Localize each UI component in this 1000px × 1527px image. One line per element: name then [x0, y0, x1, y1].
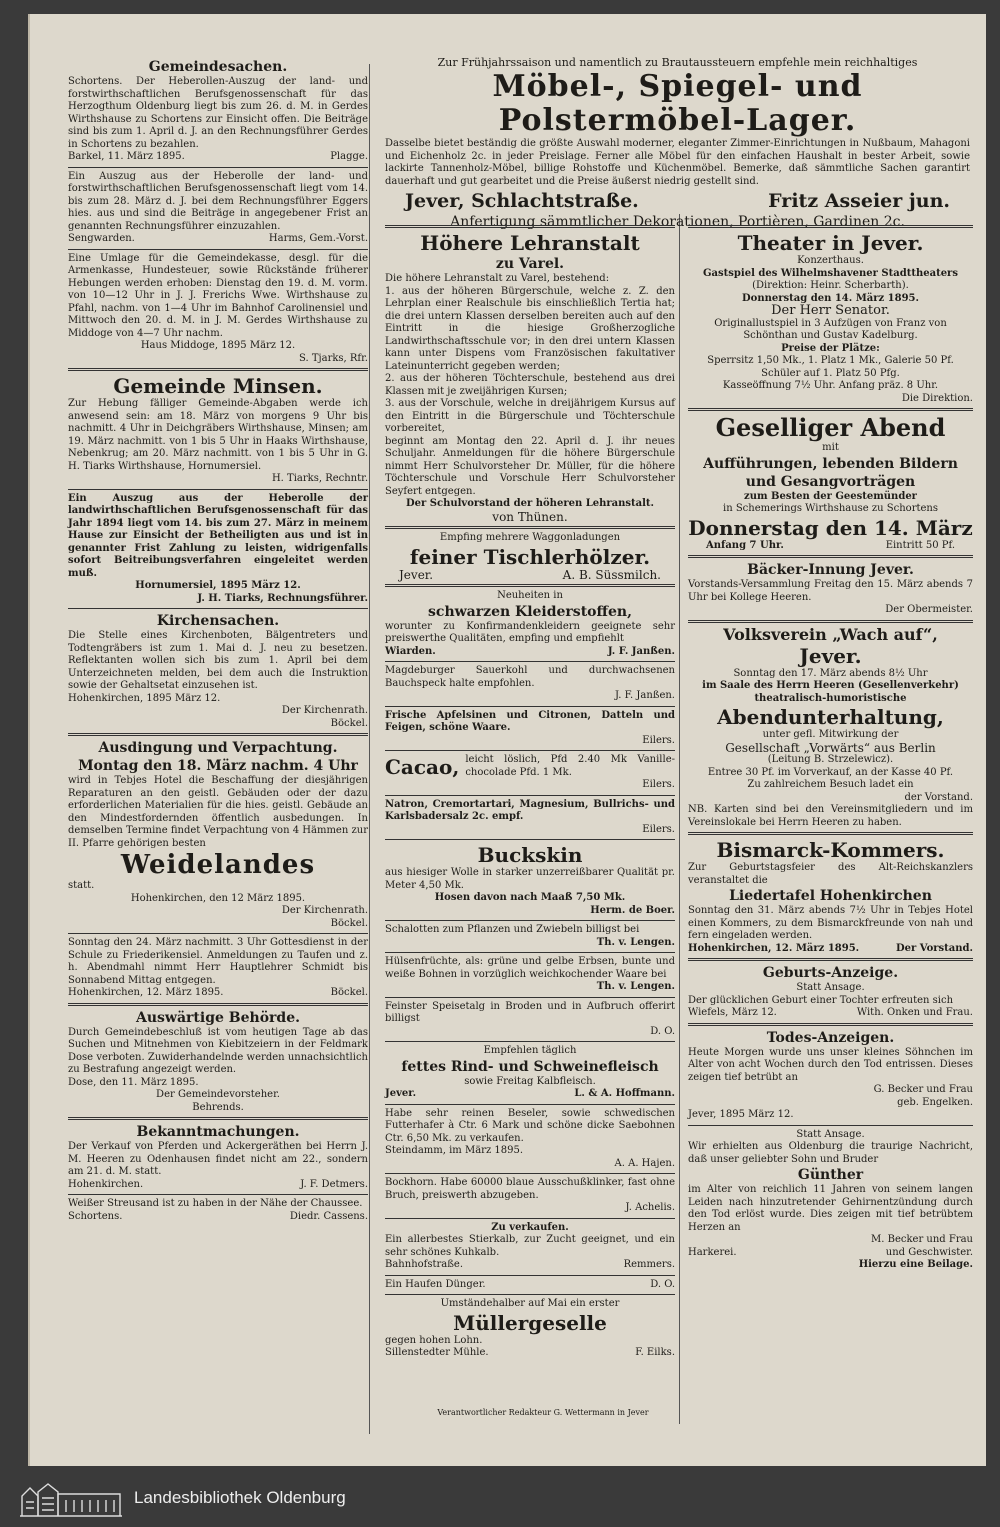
volksverein-leitung: (Leitung B. Strzelewicz).	[767, 754, 894, 765]
divider	[385, 225, 675, 228]
divider	[688, 958, 973, 961]
theater-price-2: Schüler auf 1. Platz 50 Pfg.	[761, 367, 900, 379]
notice-date: Hohenkirchen, den 12 März 1895.	[130, 892, 306, 904]
divider	[688, 225, 973, 228]
gemeindesachen-heading: Gemeindesachen.	[148, 59, 288, 75]
bismarck-text-2: Sonntag den 31. März abends 7½ Uhr in Tebjes Hotel einen Kommers, zu dem Bismarckfreunde von nah und fern eingeladen werden.	[688, 905, 973, 941]
geburts-text: Der glücklichen Geburt einer Tochter erfreuten sich	[688, 994, 954, 1006]
ad-place: Bahnhofstraße.	[385, 1259, 464, 1270]
ausdingung-heading: Ausdingung und Verpachtung.	[98, 740, 338, 756]
moebel-foot: Anfertigung sämmtlicher Dekorationen, Portièren, Gardinen 2c.	[450, 214, 905, 230]
lehranstalt-foot: Der Schulvorstand der höheren Lehranstalt.	[405, 498, 655, 509]
bismarck-kommers-heading: Bismarck-Kommers.	[716, 838, 945, 862]
muellergeselle-intro: Umständehalber auf Mai ein erster	[440, 1298, 620, 1309]
natron-ad: Natron, Cremortartari, Magnesium, Bullrichs- und Karlsbadersalz 2c. empf.	[385, 798, 675, 822]
kleiderstoffe-firm: J. F. Janßen.	[607, 645, 675, 657]
column-left	[68, 58, 368, 1223]
notice-signature: Böckel.	[330, 917, 368, 929]
notice-signature: Behrends.	[192, 1101, 244, 1113]
geselliger-start: Anfang 7 Uhr.	[706, 539, 784, 551]
kleiderstoffe-heading: schwarzen Kleiderstoffen,	[428, 603, 632, 620]
zu-verkaufen-heading: Zu verkaufen.	[491, 1221, 569, 1233]
divider	[385, 1218, 675, 1219]
todes-date: Jever, 1895 März 12.	[688, 1109, 794, 1120]
divider	[68, 933, 368, 934]
notice-signature: Harms, Gem.-Vorst.	[268, 233, 368, 244]
tischler-intro: Empfing mehrere Waggonladungen	[439, 532, 621, 543]
divider	[688, 555, 973, 558]
divider	[385, 526, 675, 529]
todes2-name: Günther	[797, 1167, 864, 1183]
moebel-intro: Zur Frühjahrssaison und namentlich zu Brautaussteuern empfehle mein reichhaltiges	[437, 56, 918, 69]
ad-signature: Eilers.	[642, 779, 675, 790]
sauerkohl-ad: Magdeburger Sauerkohl und durchwachsenen Bauchspeck halte empfohlen.	[385, 665, 675, 689]
lehranstalt-item-1: 1. aus der höheren Bürgerschule, welche z. Z. den Lehrplan einer Realschule bis einschließlich Tertia hat; die drei untern Klassen derselben bereiten auch auf den Eintritt in die hiesige Großherzogliche Landwirthschaftsschule vor; in den drei untern Klassen kann unter Dispens vom Französischen fakultativer Lateinunterricht gegeben werden;	[385, 285, 675, 372]
tischler-heading: feiner Tischlerhölzer.	[409, 544, 651, 569]
geselliger-abend-heading: Geselliger Abend	[715, 413, 946, 442]
geselliger-entry: Eintritt 50 Pf.	[885, 539, 955, 551]
volksverein-location: im Saale des Herrn Heeren (Gesellenverkehr)	[702, 680, 959, 691]
bismarck-date: Hohenkirchen, 12. März 1895.	[688, 942, 860, 954]
theater-preise: Preise der Plätze:	[781, 342, 880, 354]
divider	[385, 952, 675, 953]
theater-price-3: Kasseöffnung 7½ Uhr. Anfang präz. 8 Uhr.	[722, 380, 939, 391]
divider	[385, 661, 675, 662]
cacao-heading: Cacao,	[385, 754, 460, 779]
column-divider-right	[679, 214, 680, 1424]
schortens-notice: Schortens. Der Heberollen-Auszug der land- und forstwirthschaftlichen Berufsgenossenschaft für das Herzogthum Oldenburg liegt bis zum 26. d. M. in Gerdes Wirthshause zu Schortens zur Einsicht offen. Die Beiträge sind bis zum 1. April d. J. an den Rechnungsführer Gerdes in Schortens zu bezahlen.	[68, 76, 368, 150]
bismarck-sign: Der Vorstand.	[895, 942, 973, 954]
notice-signature: Der Kirchenrath.	[281, 905, 368, 916]
beilage-note: Hierzu eine Beilage.	[858, 1259, 973, 1270]
kleiderstoffe-text: worunter zu Konfirmandenkleidern geeignete sehr preiswerthe Qualitäten, empfing und empfiehlt	[385, 620, 675, 644]
notice-signature: S. Tjarks, Rfr.	[298, 352, 368, 364]
theater-venue: Konzerthaus.	[797, 255, 864, 266]
divider	[68, 368, 368, 371]
gemeinde-minsen-heading: Gemeinde Minsen.	[113, 374, 323, 398]
bismarck-text: Zur Geburtstagsfeier des Alt-Reichskanzlers veranstaltet die	[688, 862, 973, 886]
notice-date: Hohenkirchen, 1895 März 12.	[68, 692, 221, 704]
umlage-notice: Eine Umlage für die Gemeindekasse, desgl. für die Armenkasse, Hundesteuer, sowie Rückstände früherer Hebungen werden erhoben: Dienstag den 19. d. M. vorm. von 10—12 Uhr in J. J. Frerichs Wwe. Wirthshause zu Pfahl, nachm. von 1—4 Uhr im Bahnhof Carolinensiel und Mittwoch den 20. d. M. in J. M. Gerdes Wirthshause zu Middoge von 4—7 Uhr nachm.	[68, 252, 368, 339]
todes2-place: Harkerei.	[688, 1246, 737, 1258]
ad-signature: Eilers.	[642, 823, 675, 835]
theater-heading: Theater in Jever.	[737, 231, 924, 255]
geselliger-mit: mit	[822, 442, 839, 453]
column-middle	[385, 222, 675, 1360]
futterhafer-ad: Habe sehr reinen Beseler, sowie schwedischen Futterhafer à Ctr. 6 Mark und schöne dicke Saebohnen Ctr. 6,50 Mk. zu verkaufen.	[385, 1107, 675, 1144]
notice-date: Haus Middoge, 1895 März 12.	[140, 340, 296, 351]
lehranstalt-heading: Höhere Lehranstalt	[420, 231, 640, 255]
moebel-place: Jever, Schlachtstraße.	[405, 190, 639, 212]
muellergeselle-heading: Müllergeselle	[453, 1310, 607, 1335]
moebel-text: Dasselbe bietet beständig die größte Auswahl moderner, eleganter Zimmer-Einrichtungen in Nußbaum, Mahagoni und Eichenholz 2c. in jeder Preislage. Ferner alle Möbel für den einfachen Haushalt in bester Arbeit, sowie lackirte Tannenholz-Möbel, billige Rohstoffe und Küchenmöbel. Bemerke, daß sämmtliche Sachen garantirt dauerhaft und gut gearbeitet und die Preise äußerst niedrig gestellt sind.	[385, 138, 970, 187]
volksverein-gesellschaft: Gesellschaft „Vorwärts“ aus Berlin	[725, 740, 936, 755]
notice-signature: Böckel.	[330, 717, 368, 729]
divider	[68, 249, 368, 250]
baecker-innung-text: Vorstands-Versammlung Freitag den 15. März abends 7 Uhr bei Kollege Heeren.	[688, 579, 973, 603]
geselliger-text: Aufführungen, lebenden Bildern und Gesangvorträgen	[703, 455, 958, 490]
kirchenbote-notice: Die Stelle eines Kirchenboten, Bälgentreters und Todtengräbers ist zum 1. Mai d. J. neu zu besetzen. Reflektanten wollen sich bis zum 1. April bei dem Unterzeichneten melden, bei dem auch die Instruktion sowie der Gehaltsetat einzusehen ist.	[68, 630, 368, 691]
theater-text: Originallustspiel in 3 Aufzügen von Franz von Schönthan und Gustav Kadelburg.	[714, 317, 947, 341]
notice-signature: H. Tiarks, Rechntr.	[271, 473, 368, 484]
divider	[385, 1104, 675, 1105]
footer-bar	[0, 1466, 1000, 1527]
streusand-notice: Weißer Streusand ist zu haben in der Nähe der Chaussee.	[68, 1198, 363, 1209]
volksverein-heading: Volksverein „Wach auf“,	[723, 624, 938, 644]
bockhorn-ad: Bockhorn. Habe 60000 blaue Ausschußklinker, fast ohne Bruch, preiswerth abzugeben.	[385, 1177, 675, 1201]
lehranstalt-intro: Die höhere Lehranstalt zu Varel, bestehend:	[385, 273, 610, 284]
volksverein-kind: theatralisch-humoristische	[754, 692, 907, 704]
sengwarden-notice: Ein Auszug aus der Heberolle der land- und forstwirthschaftlichen Berufsgenossenschaft liegt vom 14. bis zum 28. März d. J. bei dem Rechnungsführer Eggers hies. aus und sind die Beiträge in angegebener Frist an genannten Rechnungsführer einzuzahlen.	[68, 170, 368, 232]
tischler-firm: A. B. Süssmilch.	[562, 567, 661, 582]
ad-signature: Th. v. Lengen.	[596, 981, 675, 992]
newspaper-page	[28, 14, 986, 1466]
library-name: Landesbibliothek Oldenburg	[134, 1488, 346, 1507]
kiebitzeier-notice: Durch Gemeindebeschluß ist vom heutigen Tage ab das Suchen und Mitnehmen von Kiebitzeiern in der Feldmark Dose verboten. Zuwiderhandelnde werden unnachsichtlich zu Bestrafung angezeigt werden.	[68, 1026, 368, 1075]
tischler-place: Jever.	[399, 567, 434, 582]
volksverein-nb: NB. Karten sind bei den Vereinsmitgliedern und im Vereinslokale bei Herrn Heeren zu haben.	[688, 804, 973, 828]
theater-play: Der Herr Senator.	[771, 303, 890, 318]
theater-direktion: (Direktion: Heinr. Scherbarth).	[752, 280, 909, 291]
divider	[385, 997, 675, 998]
notice-date: Hohenkirchen.	[68, 1178, 144, 1190]
moebel-firm: Fritz Asseier jun.	[768, 190, 950, 212]
schalotten-ad: Schalotten zum Pflanzen und Zwiebeln billigst bei	[385, 924, 640, 935]
theater-price-1: Sperrsitz 1,50 Mk., 1. Platz 1 Mk., Galerie 50 Pf.	[707, 355, 954, 366]
moebel-lager-ad	[385, 56, 970, 231]
divider	[385, 584, 675, 587]
fleisch-sub: sowie Freitag Kalbfleisch.	[464, 1075, 596, 1087]
ad-signature: Remmers.	[623, 1259, 675, 1270]
divider	[385, 750, 675, 751]
volksverein-invite: Zu zahlreichem Besuch ladet ein	[747, 779, 914, 790]
notice-date: Sengwarden.	[68, 233, 135, 244]
geselliger-sub: zum Besten der Geestemünder	[744, 490, 917, 502]
divider	[688, 832, 973, 835]
weidelandes-heading: Weidelandes	[120, 850, 316, 880]
kirchensachen-heading: Kirchensachen.	[156, 613, 280, 629]
divider	[688, 620, 973, 623]
abendunterhaltung-heading: Abendunterhaltung,	[717, 705, 944, 729]
huelsenfruechte-ad: Hülsenfrüchte, als: grüne und gelbe Erbsen, bunte und weiße Bohnen in vorzüglich weichkochender Waare bei	[385, 956, 675, 980]
geburts-sign: With. Onken und Frau.	[856, 1007, 973, 1018]
divider	[68, 167, 368, 168]
duenger-ad: Ein Haufen Dünger.	[385, 1278, 486, 1290]
neuheiten-intro: Neuheiten in	[497, 590, 563, 601]
todes2-sign: M. Becker und Frau	[871, 1234, 973, 1245]
todes2-text-2: im Alter von reichlich 11 Jahren von seinem langen Leiden nach hinzutretender Gehirnentzündung durch den Tod erlöst wurde. Dies zeigen mit tief betrübtem Herzen an	[688, 1184, 973, 1233]
ad-signature: Herm. de Boer.	[590, 904, 675, 916]
lehranstalt-sign: von Thünen.	[492, 509, 568, 524]
volksverein-entree: Entree 30 Pf. im Vorverkauf, an der Kasse 40 Pf.	[707, 766, 954, 778]
todes-anzeigen-heading: Todes-Anzeigen.	[766, 1029, 895, 1046]
fleisch-firm: L. & A. Hoffmann.	[574, 1088, 675, 1099]
ad-signature: J. Achelis.	[625, 1202, 675, 1213]
notice-signature: Plagge.	[330, 151, 368, 162]
geselliger-sub2: in Schemerings Wirthshause zu Schortens	[723, 503, 938, 514]
geburts-statt: Statt Ansage.	[796, 982, 865, 993]
volksverein-date: Sonntag den 17. März abends 8½ Uhr	[733, 667, 928, 679]
todes-text: Heute Morgen wurde uns unser kleines Söhnchen im Alter von acht Wochen durch den Tod entrissen. Dieses zeigen tief betrübt an	[688, 1046, 973, 1083]
geburts-place: Wiefels, März 12.	[688, 1007, 777, 1018]
column-right	[688, 222, 973, 1272]
buckskin-text: aus hiesiger Wolle in starker unzerreißbarer Qualität pr. Meter 4,50 Mk.	[385, 867, 675, 891]
volksverein-text: unter gefl. Mitwirkung der	[762, 729, 899, 740]
column-divider-left	[369, 64, 370, 1434]
muellergeselle-text: gegen hohen Lohn.	[385, 1334, 483, 1346]
notice-signature: Der Kirchenrath.	[281, 705, 368, 716]
todes2-sign-2: und Geschwister.	[885, 1246, 973, 1258]
kleiderstoffe-place: Wiarden.	[385, 645, 436, 657]
moebel-title: Möbel-, Spiegel- und Polstermöbel-Lager.	[492, 69, 863, 138]
notice-signature: J. F. Detmers.	[300, 1178, 368, 1190]
buckskin-sub: Hosen davon nach Maaß 7,50 Mk.	[434, 892, 626, 903]
divider	[385, 839, 675, 840]
divider	[68, 1117, 368, 1120]
ad-signature: F. Eilks.	[635, 1347, 675, 1358]
ad-signature: D. O.	[650, 1278, 675, 1290]
divider	[688, 1125, 973, 1126]
ad-signature: D. O.	[650, 1025, 675, 1037]
ad-signature: Th. v. Lengen.	[596, 936, 675, 948]
fleisch-heading: fettes Rind- und Schweinefleisch	[401, 1058, 659, 1075]
notice-date: Schortens.	[68, 1210, 123, 1222]
todes-sign-2: geb. Engelken.	[897, 1096, 973, 1108]
lehranstalt-text: beginnt am Montag den 22. April d. J. ihr neues Schuljahr. Anmeldungen für die höhere Bürgerschule nimmt Herr Schulvorsteher Dr. Müller, für die höhere Töchterschule und Vorschule Herr Schulvorsteher Seyfert entgegen.	[385, 435, 675, 497]
todes2-text: Wir erhielten aus Oldenburg die traurige Nachricht, daß unser geliebter Sohn und Bruder	[688, 1141, 973, 1165]
divider	[68, 608, 368, 609]
baecker-innung-heading: Bäcker-Innung Jever.	[747, 562, 914, 578]
todes2-statt: Statt Ansage.	[796, 1128, 865, 1140]
todes-sign: G. Becker und Frau	[873, 1084, 973, 1095]
geburts-anzeige-heading: Geburts-Anzeige.	[762, 965, 899, 981]
fleisch-place: Jever.	[385, 1088, 417, 1099]
divider	[385, 795, 675, 796]
notice-signature: Böckel.	[330, 987, 368, 998]
divider	[68, 733, 368, 736]
ad-place: Sillenstedter Mühle.	[385, 1347, 489, 1358]
lehranstalt-item-2: 2. aus der höheren Töchterschule, bestehend aus drei Klassen mit je zweijährigen Kursen;	[385, 373, 675, 397]
theater-sign: Die Direktion.	[901, 392, 973, 404]
zu-verkaufen-text: Ein allerbestes Stierkalb, zur Zucht geeignet, und ein sehr schönes Kuhkalb.	[385, 1234, 675, 1258]
hornumersiel-notice: Ein Auszug aus der Heberolle der landwirthschaftlichen Berufsgenossenschaft für das Jahr 1894 liegt vom 14. bis zum 27. März in meinem Hause zur Einsicht der Betheiligten aus und ist in genannter Frist Zahlung zu leisten, widrigenfalls sofort Beitreibungsverfahren eingeleitet werden muß.	[68, 492, 368, 579]
auswaertige-behoerde-heading: Auswärtige Behörde.	[136, 1009, 300, 1026]
divider	[385, 920, 675, 921]
ad-signature: Eilers.	[642, 734, 675, 746]
notice-date: Hohenkirchen, 12. März 1895.	[68, 987, 224, 998]
geselliger-date: Donnerstag den 14. März	[688, 515, 973, 540]
divider	[68, 489, 368, 490]
ausdingung-statt: statt.	[68, 880, 95, 891]
notice-date: Dose, den 11. März 1895.	[68, 1076, 199, 1088]
verkauf-notice: Der Verkauf von Pferden und Ackergeräthen bei Herrn J. M. Heeren zu Odenhausen findet nicht am 22., sondern am 21. d. M. statt.	[68, 1141, 368, 1177]
baecker-innung-sign: Der Obermeister.	[885, 604, 973, 615]
notice-date: Hornumersiel, 1895 März 12.	[135, 580, 301, 591]
buckskin-heading: Buckskin	[477, 843, 583, 867]
notice-date: Barkel, 11. März 1895.	[68, 151, 185, 162]
fleisch-intro: Empfehlen täglich	[483, 1045, 577, 1056]
library-building-icon	[18, 1480, 124, 1518]
divider	[68, 1003, 368, 1006]
cacao-text: leicht löslich, Pfd 2.40 Mk Vanille-chocolade Pfd. 1 Mk.	[465, 754, 675, 778]
futterhafer-date: Steindamm, im März 1895.	[385, 1145, 524, 1156]
minsen-notice: Zur Hebung fälliger Gemeinde-Abgaben werde ich anwesend sein: am 18. März von morgens 9 Uhr bis nachmitt. 4 Uhr in Deichgräbers Wirthshause, Minsen; am 19. März nachmitt. von 1 bis 5 Uhr in Haaks Wirthshause, Nebenkrug; am 20. März nachmitt. von 1 bis 5 Uhr in G. H. Tiarks Wirthshause, Hornumersiel.	[68, 398, 368, 472]
ad-signature: A. A. Hajen.	[614, 1157, 675, 1169]
divider	[688, 408, 973, 411]
divider	[385, 1041, 675, 1042]
ausdingung-date: Montag den 18. März nachm. 4 Uhr	[78, 758, 358, 774]
apfelsinen-ad: Frische Apfelsinen und Citronen, Datteln und Feigen, schöne Waare.	[385, 709, 675, 733]
divider	[385, 706, 675, 707]
gottesdienst-notice: Sonntag den 24. März nachmitt. 3 Uhr Gottesdienst in der Schule zu Friederikensiel. Anmeldungen zu Taufen und z. h. Abendmahl nimmt Herr Hauptlehrer Schmidt bis Sonnabend Mittag entgegen.	[68, 937, 368, 986]
notice-signature: J. H. Tiarks, Rechnungsführer.	[197, 592, 368, 604]
liedertafel-heading: Liedertafel Hohenkirchen	[729, 888, 932, 904]
ad-signature: J. F. Janßen.	[615, 690, 675, 701]
theater-date: Donnerstag den 14. März 1895.	[742, 292, 919, 304]
bekanntmachungen-heading: Bekanntmachungen.	[136, 1124, 300, 1140]
speisetalg-ad: Feinster Speisetalg in Broden und in Aufbruch offerirt billigst	[385, 1000, 675, 1024]
imprint-line: Verantwortlicher Redakteur G. Wettermann in Jever	[437, 1408, 649, 1417]
divider	[385, 1294, 675, 1295]
divider	[385, 1275, 675, 1276]
ausdingung-notice: wird in Tebjes Hotel die Beschaffung der diesjährigen Reparaturen an den geistl. Gebäuden oder der dazu erforderlichen Materialien für die hies. geistl. Gebäude an den Mindestfordernden öffentlich ausbedungen. In demselben Termine findet Verpachtung von 4 Hämmen zur II. Pfarre gehörigen besten	[68, 775, 368, 849]
divider	[688, 1023, 973, 1026]
volksverein-sign: der Vorstand.	[904, 791, 973, 803]
lehranstalt-sub: zu Varel.	[495, 256, 565, 272]
volksverein-place: Jever.	[799, 643, 862, 668]
divider	[68, 1194, 368, 1195]
lehranstalt-item-3: 3. aus der Vorschule, welche in dreijährigem Kursus auf den Eintritt in die Bürgerschule und Töchterschule vorbereitet,	[385, 398, 675, 434]
notice-signature: Der Gemeindevorsteher.	[156, 1089, 280, 1100]
notice-signature: Diedr. Cassens.	[289, 1210, 368, 1222]
divider	[385, 1173, 675, 1174]
theater-gastspiel: Gastspiel des Wilhelmshavener Stadttheaters	[703, 267, 958, 279]
